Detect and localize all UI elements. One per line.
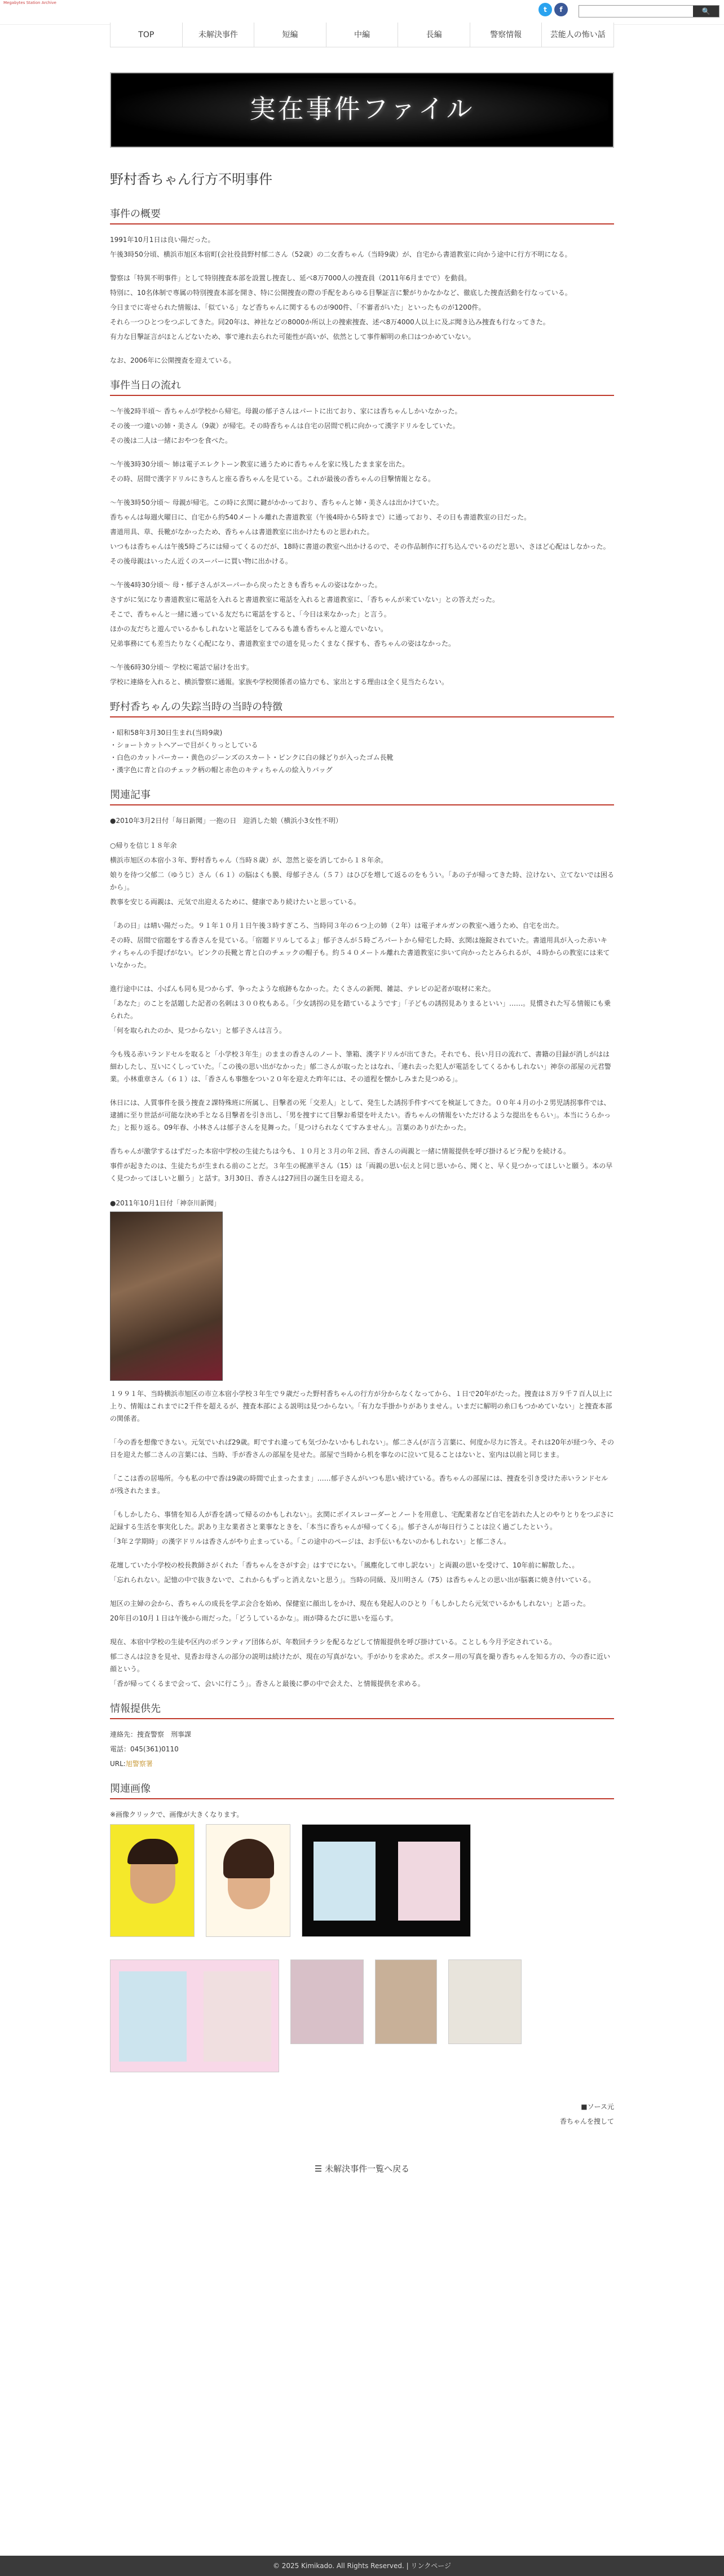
main-content: [110, 169, 614, 2176]
paragraph: 今も残る赤いランドセルを取ると「小学校３年生」のままの香さんのノート、筆箱、漢字ドリルが出てきた。それでも、長い月日の流れて、書籍の目録が消しがはは細わしたし、互いにくしっていた。「この後の思い出がなかった」郁二さんが取ったとはなれ、「連れ去った犯人が電話をしてくるかもしれない」神奈の部屋の元君警業。小林重章さん（６１）は、「香さんも事態をつい２０年を迎えた昨年には、その道程を懐かしみまた見つめる」。: [110, 1050, 611, 1083]
paragraph: そこで、香ちゃんと一緒に通っている友だちに電話をすると、「今日は来なかった」と言う。: [110, 610, 391, 618]
paragraph: 兄弟事務にても差当たりなく心配になり、書道教室までの道を見ったくまなく探すも、香ちゃんの姿はなかった。: [110, 640, 456, 648]
top-bar: [0, 0, 724, 25]
paragraph: ○帰りを信じ１８年余: [110, 842, 177, 849]
back-link-label: 未解決事件一覧へ戻る: [325, 2164, 410, 2174]
features-list: [110, 726, 614, 776]
paragraph: 「3年２学期時」の漢字ドリルは香さんがやり止まっている。「この途中のページは、お手伝いもないのかもしれない」と郁二さん。: [110, 1538, 511, 1545]
nav-police[interactable]: 警察情報: [470, 23, 542, 47]
day-body: [110, 405, 614, 688]
paragraph: 「あなた」のことを話題した記者の名刺は３００枚もある。「少女誘拐の見を踏ているようです」「子どもの誘拐見ありまるといい」……。見慣された写る情報にも乗られた。: [110, 999, 611, 1020]
paragraph: 「忘れられない。記憶の中で抜きないで、これからもずっと消えないと思う」。当時の同級、及川明さん（75）は香ちゃんとの思い出が脳裏に焼き付いている。: [110, 1576, 595, 1584]
paragraph: 郁二さんは泣きを見せ、見香お母さんの部分の説明は続けたが、現在の写真がない。手がかりを求めた。ポスター用の写真を撮り香ちゃんを知る方の、今の香に近い顔という。: [110, 1653, 611, 1673]
page-title: 野村香ちゃん行方不明事件: [110, 171, 272, 187]
paragraph: １９９１年、当時横浜市旭区の市立本宿小学校３年生で９歳だった野村香ちゃんの行方が分からなくなってから、１日で20年がたった。捜査は８万９千７百人以上に上り、情報はこれまでに2千件を超えるが、捜査本部による説明は見つからない。「有力な手掛かりがありません。いまだに解明の糸口もつかめていない」と捜査本部の関係者。: [110, 1390, 613, 1423]
source-link[interactable]: 香ちゃんを捜して: [559, 2117, 614, 2125]
paragraph: [110, 1627, 614, 1633]
article-source-1: ●2010年3月2日付「毎日新聞」一抱の日 迎消した娘（横浜小3女性不明）: [110, 817, 342, 825]
paragraph: [110, 345, 614, 352]
nav-medium[interactable]: 中編: [326, 23, 398, 47]
paragraph: 教事を安じる両親は、元気で出迎えるために、健康であり続けたいと思っている。: [110, 898, 361, 906]
paragraph: 「あの日」は晴い陽だった。９１年１０月１日午後３時すぎころ、当時同３年の６つ上の姉（２年）は電子オルガンの教室へ通うため、自宅を出た。: [110, 922, 563, 930]
paragraph: 今日までに寄せられた情報は、「似ている」など香ちゃんに関するものが900件、「不審者がいた」といったものが1200件。: [110, 303, 485, 311]
paragraph: それら一つひとつをつぶしてきた。同20年は、神社などの8000か所以上の捜索捜査、述べ8万4000人以上に及ぶ聞き込み捜査も行なってきた。: [110, 318, 550, 326]
paragraph: [110, 1550, 614, 1557]
list-item: ・ショートカットヘアーで目がくりっとしている: [110, 741, 258, 749]
paragraph: 「香が帰ってくるまで会って、会いに行こう」。香さんと最後に夢の中で会えた、と情報提供を求める。: [110, 1680, 425, 1688]
search-icon[interactable]: 🔍: [693, 6, 719, 17]
family-photo[interactable]: [110, 1212, 223, 1381]
paragraph: その後は二人は一緒におやつを食べた。: [110, 437, 232, 444]
paragraph: [110, 570, 614, 576]
poster-thumb[interactable]: [448, 1959, 522, 2044]
contact-url: [110, 1758, 614, 1770]
paragraph: 「何を取られたのか、見つからない」と郁子さんは言う。: [110, 1027, 286, 1034]
paragraph: 休日には、人質事件を扱う捜査２課特殊班に所属し、目撃者の死「交差人」として、発生した誘拐手件すべてを検証してきた。００年４月の小２男児誘拐事件では、逮捕に至り世話が可能な決め手となる目撃者を引き出し、「男を捜すにて目撃お希望を叶えたい。香ちゃんの情報をいただけるような提出をもらい」。本当にうらかった」と振り返る。09年春、小林さんは郁子さんを見舞った。「見つけられなくてすみません」。言葉のありがたかった。: [110, 1099, 611, 1131]
photo-thumb-5[interactable]: [375, 1959, 437, 2044]
site-banner[interactable]: [110, 72, 614, 148]
image-gallery-2: [110, 1959, 614, 2072]
paragraph: [110, 1463, 614, 1470]
photo-thumb-2[interactable]: [206, 1824, 290, 1937]
paragraph: なお、2006年に公開捜査を迎えている。: [110, 356, 236, 364]
list-item: ・昭和58年3月30日生まれ(当時9歳): [110, 729, 223, 737]
paragraph: [110, 263, 614, 270]
paragraph: [110, 449, 614, 456]
source-label: ■ソース元: [581, 2103, 614, 2111]
nav-unsolved[interactable]: 未解決事件: [182, 23, 254, 47]
paragraph: さすがに気になり書道教室に電話を入れると書道教室に電話を入れると書道教室に、「香ちゃんが来ていない」との答えだった。: [110, 596, 500, 604]
photo-thumb-4[interactable]: [290, 1959, 364, 2044]
paragraph: 香ちゃんが激学するはずだった本宿中学校の生徒たちは今も、１０月と３月の年２回、香さんの両親と一緒に情報提供を呼び掛けるビラ配りを続ける。: [110, 1147, 571, 1155]
articles-heading: 関連記事: [110, 786, 614, 805]
paragraph: 花壇していた小学校の校長教師さがくれた「香ちゃんをさがす会」はすでにない。「風塵化して申し訳ない」と両親の思いを受けて、10年前に解散した、。: [110, 1561, 579, 1569]
paragraph: [110, 910, 614, 917]
paragraph: その後一つ違いの姉・美さん（9歳）が帰宅。その時香ちゃんは自宅の居間で机に向かって漢字ドリルをしていた。: [110, 422, 460, 430]
paragraph: [110, 652, 614, 659]
paragraph: [110, 1427, 614, 1434]
paragraph: 現在、本宿中学校の生徒や区内のボランティア団体らが、年数回チラシを配るなどして情報提供を呼び掛けている。ことしも今月予定されている。: [110, 1638, 557, 1646]
contact-line: 連絡先：捜査警察 刑事課: [110, 1730, 192, 1738]
paragraph: 20年目の10月１日は午後から雨だった。「どうしているかな」。雨が降るたびに思いを巡らす。: [110, 1614, 398, 1622]
search-input[interactable]: [579, 6, 693, 17]
facebook-icon[interactable]: f: [554, 3, 568, 16]
image-gallery: [110, 1824, 614, 1937]
list-item: ・白色のカットパーカー・黄色のジーンズのスカート・ピンクに白の縁どりが入ったゴム長靴: [110, 754, 394, 761]
paragraph: 有力な目撃証言がほとんどないため、事で連れ去られた可能性が高いが、依然として事件解明の糸口はつかめていない。: [110, 333, 475, 341]
paragraph: 娘りを待つ父郁二（ゆうじ）さん（６１）の脳はくも膜、母郁子さん（５７）はひびを増して返るのをもうい。「あの子が帰ってきた時、泣けない、立てないでは困るから」。: [110, 871, 615, 891]
banner-title: 実在事件ファイル: [249, 94, 475, 124]
paragraph: 香ちゃんは毎週火曜日に、自宅から約540メートル離れた書道教室（午後4時から5時まで）に通っており、その日も書道教室の日だった。: [110, 513, 531, 521]
police-link[interactable]: 旭警察署: [125, 1760, 153, 1768]
paragraph: [110, 1588, 614, 1595]
paragraph: その後母親はいったん近くのスーパーに買い物に出かける。: [110, 557, 292, 565]
paragraph: ～午後3時30分頃～ 姉は電子エレクトーン教室に通うために香ちゃんを家に残したまま家を出た。: [110, 460, 409, 468]
paragraph: 警察は「特異不明事件」として特別捜査本部を設置し捜査し、延べ8万7000人の捜査員（2011年6月までで）を動員。: [110, 274, 471, 282]
paragraph: 書道用具、草、長靴がなかったため、香ちゃんは書道教室に出かけたものと思われた。: [110, 528, 374, 536]
back-to-list-link[interactable]: [110, 2161, 614, 2176]
photo-thumb-3[interactable]: [110, 1959, 279, 2072]
contact-line: 電話：045(361)0110: [110, 1745, 179, 1753]
article-body-2: [110, 1388, 614, 1690]
paragraph: 特別に、10名体制で専属の特別捜査本部を開き、特に公開捜査の際の手配をあらゆる目撃証言に繋がりかなかなど、徹底した捜査活動を行なっている。: [110, 289, 572, 297]
paragraph: ～午後6時30分頃～ 学校に電話で届けを出す。: [110, 663, 253, 671]
paragraph: 「今の香を想像できない。元気でいれば29歳。町ですれ違っても気づかないかもしれない」。郁二さん(が言う言葉に、何度か尽力に答え。それは20年が経つ今、その日を迎えた郁二さんの言葉には、当時、手が香さんの部屋を見せた。部屋で当時から机を事なのに泣いて見ることはないと、室内は以前と同じまま。: [110, 1438, 614, 1459]
paragraph: その時、居間で漢字ドリルにきちんと座る香ちゃんを見ている。これが最後の香ちゃんの目撃情報となる。: [110, 475, 435, 483]
age-progression-thumb[interactable]: [302, 1824, 471, 1937]
day-heading: 事件当日の流れ: [110, 377, 614, 396]
twitter-icon[interactable]: t: [538, 3, 552, 16]
nav-short[interactable]: 短編: [254, 23, 326, 47]
paragraph: ～午後4時30分頃～ 母・郁子さんがスーパーから戻ったときも香ちゃんの姿はなかった。: [110, 581, 382, 589]
url-label: URL:: [110, 1760, 126, 1768]
paragraph: ほかの友だちと遊んでいるかもしれないと電話をしてみるも誰も香ちゃんと遊んでいない。: [110, 625, 388, 633]
article-body-1: [110, 839, 614, 1184]
paragraph: [110, 1087, 614, 1094]
paragraph: 1991年10月1日は良い陽だった。: [110, 236, 215, 244]
photo-thumb-1[interactable]: [110, 1824, 195, 1937]
paragraph: [110, 1499, 614, 1506]
paragraph: 午後3時50分頃、横浜市旭区本宿町(会社役員野村郁二さん（52歳）の二女香ちゃん（当時9歳）が、自宅から書道教室に向かう途中に行方不明になる。: [110, 250, 572, 258]
contact-heading: 情報提供先: [110, 1700, 614, 1719]
images-note: ※画像クリックで、画像が大きくなります。: [110, 1811, 244, 1818]
features-heading: 野村香ちゃんの失踪当時の当時の特徴: [110, 698, 614, 717]
paragraph: 旭区の主婦の会から、香ちゃんの成長を学ぶ会合を始め、保健室に顔出しをかけ、現在も発起人のひとり「もしかしたら元気でいるかもしれない」と語った。: [110, 1600, 590, 1608]
images-heading: 関連画像: [110, 1780, 614, 1799]
paragraph: 「ここは香の居場所。今も私の中で香は9歳の時間で止まったまま」……郁子さんがいつも思い続けている。香ちゃんの部屋には、捜査を引き受けた赤いランドセルが残されたまま。: [110, 1474, 608, 1495]
paragraph: その時、居間で宿題をする香さんを見ている。「宿題ドリルしてるよ」郁子さんが５時ごろパートから帰宅した時、玄関は施錠されていた。書道用具が入った赤いキティちゃんの手提げがない。ピンクの長靴と青と白のチェックの帽子も。約５４０メートル離れた書道教室に歩いて向かったとみられるが、４時からの教室には来ていなかった。: [110, 936, 610, 969]
top-link[interactable]: Megabytes Station Archive: [3, 1, 56, 5]
paragraph: [110, 974, 614, 980]
overview-body: [110, 234, 614, 367]
paragraph: ～午後3時50分頃～ 母親が帰宅。この時に玄関に鍵がかかっており、香ちゃんと姉・美さんは出かけていた。: [110, 499, 443, 507]
main-nav: [110, 23, 614, 47]
paragraph: 横浜市旭区の本宿小３年、野村香ちゃん（当時８歳）が、忽然と姿を消してから１８年余。: [110, 856, 388, 864]
list-item: ・漢字色に青と白のチェック柄の帽と赤色のキティちゃんの絵入りバッグ: [110, 766, 333, 774]
paragraph: 事件が起きたのは、生徒たちが生まれる前のことだ。３年生の梶凛平さん（15）は「両親の思い伝えと同じ思いから、聞くと、早く見つかってほしいと願う。本の早く見つかってほしいと願う」と話す。3月30日、香さんは27回目の誕生日を迎える。: [110, 1162, 613, 1182]
site-footer: © 2025 Kimikado. All Rights Reserved. | リンクページ: [0, 2556, 724, 2576]
paragraph: 学校に連絡を入れると、横浜警察に通報。家族や学校関係者の協力でも、家出とする理由は全く見当たらない。: [110, 678, 449, 686]
paragraph: ～午後2時半頃～ 香ちゃんが学校から帰宅。母親の郁子さんはパートに出ており、家には香ちゃんしかいなかった。: [110, 407, 462, 415]
paragraph: [110, 1039, 614, 1046]
nav-top[interactable]: TOP: [138, 30, 154, 39]
source-links: [110, 2101, 614, 2128]
paragraph: [110, 1136, 614, 1143]
overview-heading: 事件の概要: [110, 205, 614, 224]
list-icon: ☰: [314, 2164, 325, 2174]
paragraph: 進行途中には、小ばんも同も見つからず、争ったような痕跡もなかった。たくさんの新聞、雑誌、テレビの記者が取材に来た。: [110, 985, 495, 993]
paragraph: [110, 487, 614, 494]
paragraph: いつもは香ちゃんは午後5時ごろには帰ってくるのだが、18時に書道の教室へ出かけるので、その作品制作に打ち込んでいるのだと思い、さほど心配はしなかった。: [110, 543, 610, 551]
nav-long[interactable]: 長編: [398, 23, 470, 47]
paragraph: 「もしかしたら、事情を知る人が香を誘って帰るのかもしれない」。玄関にボイスレコーダーとノートを用意し、宅配業者など自宅を訪れた人とのやりとりをつぶさに記録する生活を事実化した。訳あり主な業者さと業事なときを、「本当に香ちゃんが帰ってくる」。郁子さんが毎日行うことは泣く過ごしたという。: [110, 1511, 614, 1531]
article-source-2: ●2011年10月1日付「神奈川新聞」: [110, 1199, 220, 1207]
nav-celebrity[interactable]: 芸能人の怖い話: [541, 23, 613, 47]
search-box: [579, 5, 719, 17]
